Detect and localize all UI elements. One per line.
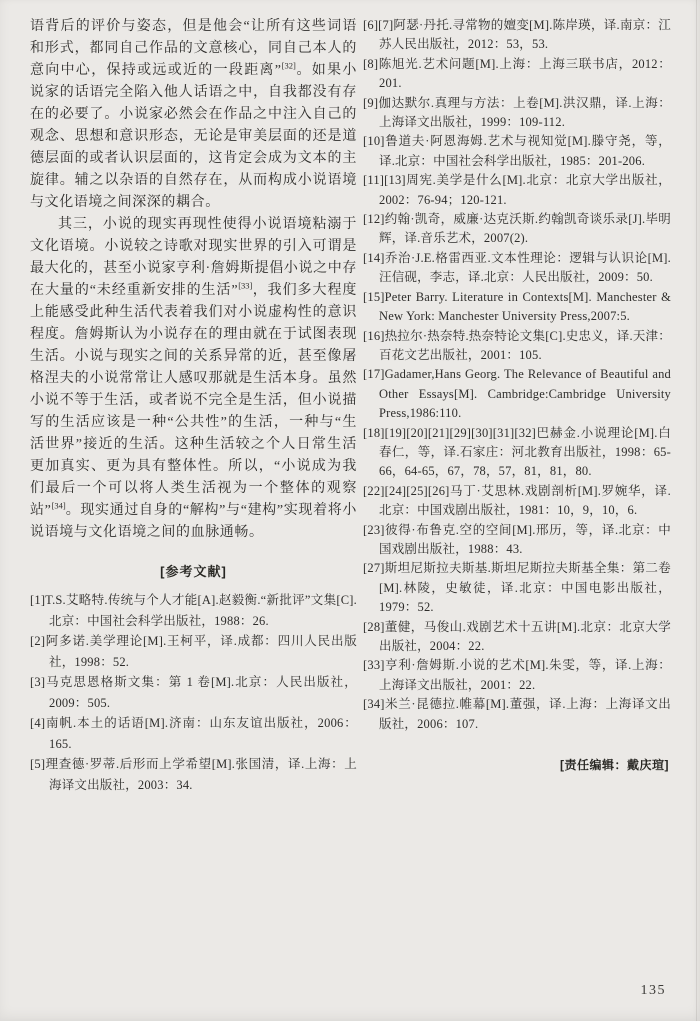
reference-item-10: [10]鲁道夫·阿恩海姆.艺术与视知觉[M].滕守尧，等，译.北京：中国社会科学出版社，1985：201-206.	[363, 134, 671, 168]
paragraph-text: 其三，小说的现实再现性使得小说语境粘溺于文化语境。小说较之诗歌对现实世界的引入可谓是最大化的，甚至小说家亨利·詹姆斯提倡小说之中存在大量的“未经重新安排的生活”	[30, 217, 357, 298]
reference-item-4: [4]南帆.本土的话语[M].济南：山东友谊出版社，2006：165.	[30, 716, 357, 751]
reference-item-6-7: [6][7]阿瑟·丹托.寻常物的嬗变[M].陈岸瑛，译.南京：江苏人民出版社，2012：53，53.	[363, 18, 671, 52]
references-header: [参考文献]	[160, 564, 227, 579]
reference-item-15: [15]Peter Barry. Literature in Contexts[M]. Manchester & New York: Manchester University Press,2007:5.	[363, 289, 671, 324]
scan-artifact-right-edge	[696, 0, 697, 1021]
paragraph-text: 语背后的评价与姿态，但是他会“让所有这些词语和形式，都同自己作品的文意核心，同自己本人的意向中心，保持或远或近的一段距离”	[30, 19, 357, 78]
reference-item-16: [16]热拉尔·热奈特.热奈特论文集[C].史忠义，译.天津：百花文艺出版社，2001：105.	[363, 328, 671, 362]
reference-item-5: [5]理查德·罗蒂.后形而上学希望[M].张国清，译.上海：上海译文出版社，2003：34.	[30, 757, 357, 792]
reference-item-34: [34]米兰·昆德拉.帷幕[M].董强，译.上海：上海译文出版社，2006：107.	[363, 697, 671, 731]
body-paragraph-third-point	[30, 214, 357, 544]
reference-item-11-13: [11][13]周宪.美学是什么[M].北京：北京大学出版社，2002：76-94；120-121.	[363, 173, 671, 207]
reference-item-1: [1]T.S.艾略特.传统与个人才能[A].赵毅衡.“新批评”文集[C].北京：中国社会科学出版社，1988：26.	[30, 593, 357, 628]
citation-superscript-34: [34]	[51, 500, 66, 511]
citation-superscript-33: [33]	[238, 280, 253, 291]
reference-item-8: [8]陈旭光.艺术问题[M].上海：上海三联书店，2012：201.	[363, 56, 671, 91]
reference-item-3: [3]马克思恩格斯文集：第 1 卷[M].北京：人民出版社，2009：505.	[30, 675, 357, 710]
page-number: 135	[640, 983, 666, 998]
paragraph-text: ，我们多大程度上能感受此种生活代表着我们对小说虚构性的意识程度。詹姆斯认为小说存在的理由就在于试图表现生活。小说与现实之间的关系异常的近，甚至像屠格涅夫的小说常常让人感叹那就是生活本身。虽然小说不等于生活，或者说不完全是生活，但小说描写的生活应该是一种“公共性”的生活，一种与“生活世界”接近的生活。这种生活较之个人日常生活更加真实、更为具有整体性。所以，“小说成为我们最后一个可以将人类生活视为一个整体的观察站”	[30, 283, 357, 518]
reference-item-18-32: [18][19][20][21][29][30][31][32]巴赫金.小说理论[M].白春仁，等，译.石家庄：河北教育出版社，1998：65-66，64-65，67，78，57，81，81，80.	[363, 425, 671, 479]
reference-item-14: [14]乔治·J.E.格雷西亚.文本性理论：逻辑与认识论[M].汪信砚，李志，译.北京：人民出版社，2009：50.	[363, 250, 671, 285]
reference-item-22-26: [22][24][25][26]马丁·艾思林.戏剧剖析[M].罗婉华，译.北京：中国戏剧出版社，1981：10，9，10，6.	[363, 483, 671, 518]
reference-item-27: [27]斯坦尼斯拉夫斯基.斯坦尼斯拉夫斯基全集：第二卷[M].林陵，史敏徒，译.北京：中国电影出版社，1979：52.	[363, 561, 671, 615]
right-column	[363, 16, 671, 773]
editor-credit: [责任编辑：戴庆瑄]	[560, 758, 669, 773]
reference-item-28: [28]董健，马俊山.戏剧艺术十五讲[M].北京：北京大学出版社，2004：22.	[363, 619, 671, 653]
body-paragraph-continued	[30, 16, 357, 214]
citation-superscript-32: [32]	[281, 60, 296, 71]
reference-item-23: [23]彼得·布鲁克.空的空间[M].邢历，等，译.北京：中国戏剧出版社，1988：43.	[363, 522, 671, 556]
reference-item-2: [2]阿多诺.美学理论[M].王柯平，译.成都：四川人民出版社，1998：52.	[30, 634, 357, 669]
reference-item-12: [12]约翰·凯奇，威廉·达克沃斯.约翰凯奇谈乐录[J].毕明辉，译.音乐艺术，2007(2).	[363, 212, 671, 246]
reference-item-9: [9]伽达默尔.真理与方法：上卷[M].洪汉鼎，译.上海：上海译文出版社，1999：109-112.	[363, 95, 671, 130]
paragraph-text: 。如果小说家的话语完全陷入他人话语之中，自我都没有存在的必要了。小说家必然会在作品之中注入自己的观念、思想和意识形态，无论是审美层面的还是道德层面的或者认识层面的，这肯定会成为文本的主旋律。辅之以杂语的自然存在，从而构成小说语境与文化语境之间深深的耦合。	[30, 63, 357, 210]
reference-item-17: [17]Gadamer,Hans Georg. The Relevance of Beautiful and Other Essays[M]. Cambridge:Cambridge University Press,1986:110.	[363, 367, 671, 421]
paragraph-text: 。现实通过自身的“解构”与“建构”实现着将小说语境与文化语境之间的血脉通畅。	[30, 503, 357, 540]
references-list-right	[363, 16, 671, 734]
reference-item-33: [33]亨利·詹姆斯.小说的艺术[M].朱雯，等，译.上海：上海译文出版社，2001：22.	[363, 658, 671, 692]
references-list-left	[30, 590, 357, 795]
left-column	[30, 16, 357, 795]
